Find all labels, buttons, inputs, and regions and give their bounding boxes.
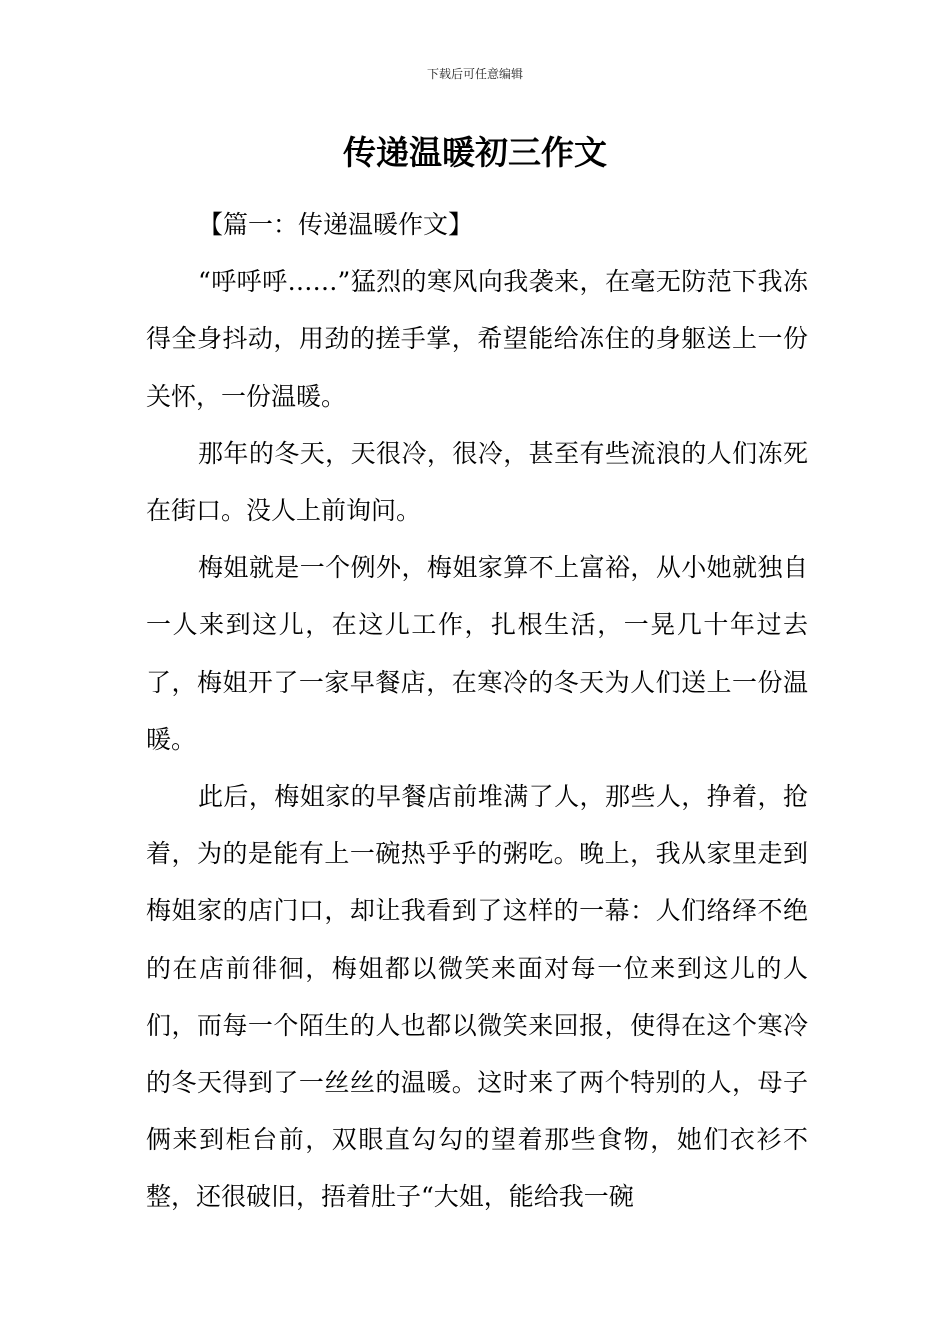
- document-title: 传递温暖初三作文: [343, 133, 607, 172]
- section-title: 【篇一：传递温暖作文】: [198, 210, 474, 239]
- paragraph-1: “呼呼呼……”猛烈的寒风向我袭来，在毫无防范下我冻得全身抖动，用劲的搓手掌，希望能给冻住的身躯送上一份关怀，一份温暖。: [146, 267, 808, 411]
- paragraph-4: 此后，梅姐家的早餐店前堆满了人，那些人，挣着，抢着，为的是能有上一碗热乎乎的粥吃。晚上，我从家里走到梅姐家的店门口，却让我看到了这样的一幕：人们络绎不绝的在店前徘徊，梅姐都以微笑来面对每一位来到这儿的人们，而每一个陌生的人也都以微笑来回报，使得在这个寒冷的冬天得到了一丝丝的温暖。这时来了两个特别的人，母子俩来到柜台前，双眼直勾勾的望着那些食物，她们衣衫不整，还很破旧，捂着肚子“大姐，能给我一碗: [146, 782, 808, 1212]
- header-note: 下载后可任意编辑: [426, 67, 523, 81]
- paragraph-3: 梅姐就是一个例外，梅姐家算不上富裕，从小她就独自一人来到这儿，在这儿工作，扎根生活，一晃几十年过去了，梅姐开了一家早餐店，在寒冷的冬天为人们送上一份温暖。: [146, 553, 808, 754]
- document-body: [146, 196, 808, 1226]
- paragraph-2: 那年的冬天，天很冷，很冷，甚至有些流浪的人们冻死在街口。没人上前询问。: [146, 438, 808, 526]
